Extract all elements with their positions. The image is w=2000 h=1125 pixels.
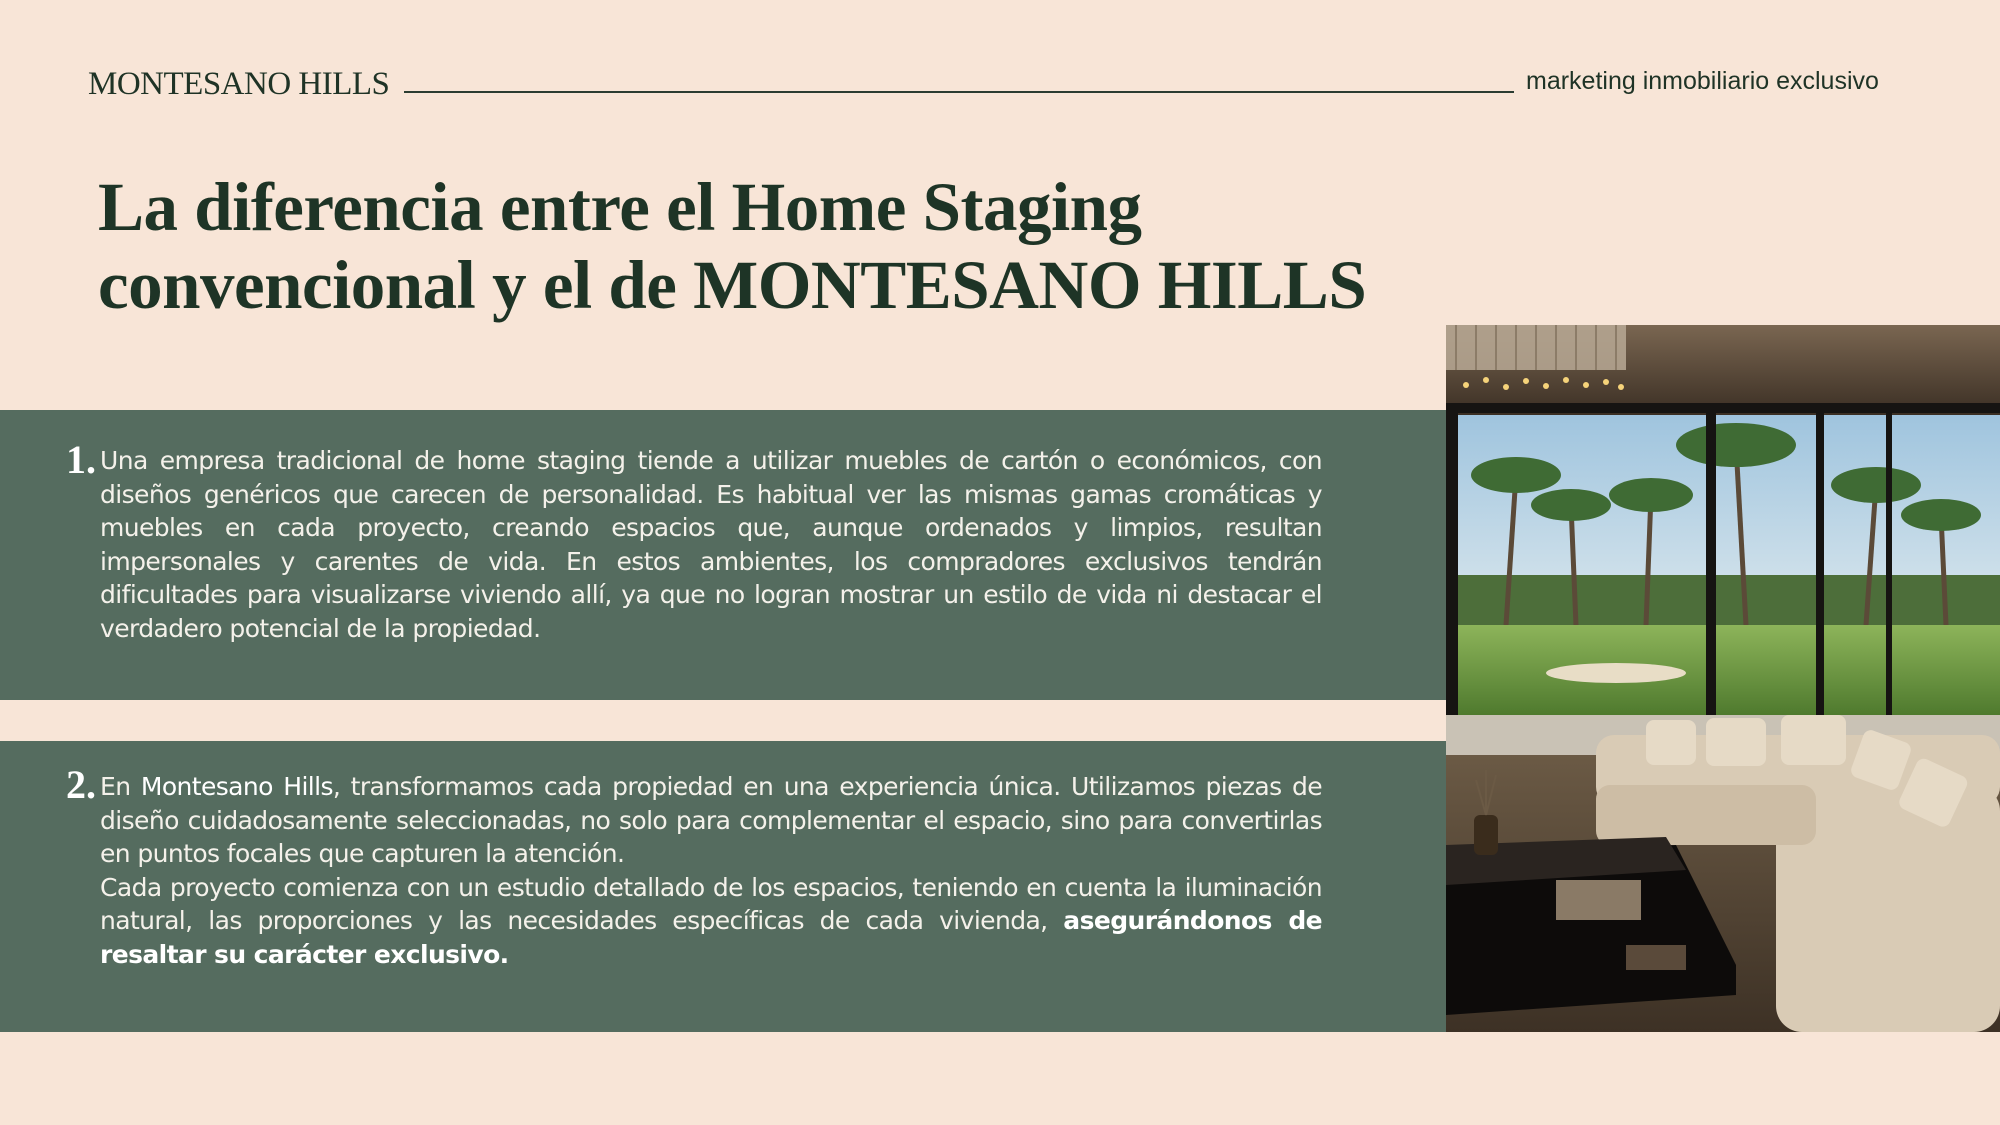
section-2-number: 2.: [66, 762, 96, 807]
section-2-body: [100, 871, 1322, 972]
section-2-intro-rest: , transformamos cada propiedad en una experiencia única. Utilizamos piezas de diseño cuidadosamente seleccionadas, no solo para complementar el espacio, sino para convertirlas en puntos focales que capturen la atención.: [100, 772, 1322, 868]
page-title-line-2: convencional y el de MONTESANO HILLS: [98, 247, 1367, 323]
section-2-panel: [0, 741, 1446, 1032]
section-2-text: [100, 770, 1322, 971]
page-title-line-1: La diferencia entre el Home Staging: [98, 169, 1142, 245]
section-1-number: 1.: [66, 437, 96, 482]
section-2-intro: [100, 770, 1322, 871]
section-1-paragraph: Una empresa tradicional de home staging tiende a utilizar muebles de cartón o económicos, con diseños genéricos que carecen de personalidad. Es habitual ver las mismas gamas cromáticas y muebles en cada proyecto, creando espacios que, aunque ordenados y limpios, resultan impersonales y carentes de vida. En estos ambientes, los compradores exclusivos tendrán dificultades para visualizarse viviendo allí, ya que no logran mostrar un estilo de vida ni destacar el verdadero potencial de la propiedad.: [100, 446, 1322, 643]
brand-logo: MONTESANO HILLS: [88, 66, 390, 102]
section-1-panel: [0, 410, 1446, 700]
tagline: marketing inmobiliario exclusivo: [1526, 67, 1879, 95]
section-2-body-bold: asegurándonos de resaltar su carácter exclusivo.: [100, 906, 1322, 969]
header-divider: [404, 91, 1514, 93]
page-title: [98, 168, 1418, 324]
living-room-photo: [1446, 325, 2000, 1032]
section-2-body-text: Cada proyecto comienza con un estudio detallado de los espacios, teniendo en cuenta la iluminación natural, las proporciones y las necesidades específicas de cada vivienda,: [100, 872, 1322, 935]
section-2-brand-name: Montesano Hills: [140, 772, 333, 801]
section-2-intro-prefix: En: [100, 772, 141, 801]
section-1-text: [100, 444, 1322, 645]
